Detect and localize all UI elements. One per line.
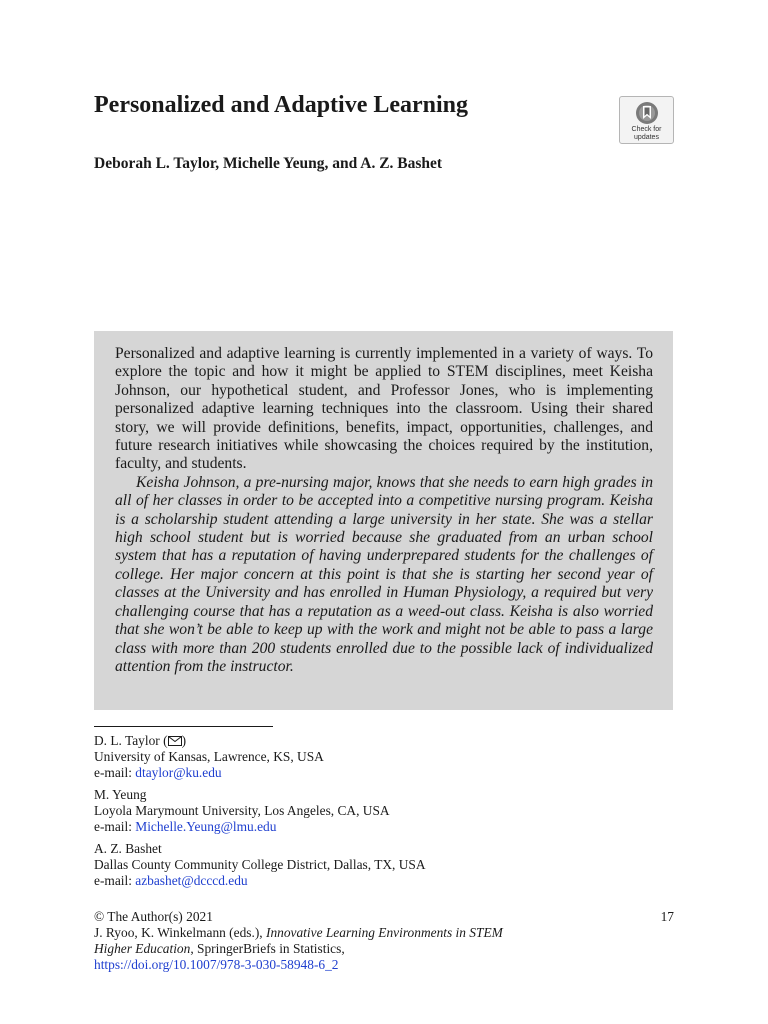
check-for-updates-badge[interactable] (619, 96, 674, 144)
author-email-line: e-mail: Michelle.Yeung@lmu.edu (94, 819, 277, 834)
abstract-box (94, 331, 673, 710)
chapter-footer (94, 909, 674, 973)
page-number: 17 (660, 909, 674, 924)
author-email-line: e-mail: dtaylor@ku.edu (94, 765, 222, 780)
book-citation-line1: J. Ryoo, K. Winkelmann (eds.), Innovative Learning Environments in STEM (94, 925, 503, 940)
author-email-line: e-mail: azbashet@dcccd.edu (94, 873, 248, 888)
bookmark-icon (634, 101, 660, 125)
author-institution: Loyola Marymount University, Los Angeles, CA, USA (94, 803, 390, 818)
author-institution: University of Kansas, Lawrence, KS, USA (94, 749, 324, 764)
affiliation-bashet (94, 841, 426, 889)
author-name: M. Yeung (94, 787, 147, 802)
email-link[interactable]: dtaylor@ku.edu (135, 765, 222, 780)
abstract-intro: Personalized and adaptive learning is currently implemented in a variety of ways. To explore the topic and how it might be applied to STEM disciplines, meet Keisha Johnson, our hypothetical student, and Professor Jones, who is implementing personalized adaptive learning techniques into the classroom. Using their shared story, we will provide definitions, benefits, impact, opportunities, challenges, and future research initiatives while showcasing the choices required by the institution, faculty, and students. (115, 345, 653, 473)
email-link[interactable]: Michelle.Yeung@lmu.edu (135, 819, 277, 834)
badge-label-line2: updates (634, 134, 659, 141)
affiliation-yeung (94, 787, 390, 835)
chapter-title: Personalized and Adaptive Learning (94, 92, 469, 118)
author-institution: Dallas County Community College District, Dallas, TX, USA (94, 857, 426, 872)
affiliation-taylor (94, 733, 324, 781)
book-citation-line2: Higher Education, SpringerBriefs in Statistics, (94, 941, 345, 956)
email-link[interactable]: azbashet@dcccd.edu (135, 873, 248, 888)
abstract-story: Keisha Johnson, a pre-nursing major, knows that she needs to earn high grades in all of her classes in order to be accepted into a competitive nursing program. Keisha is a scholarship student attending a large university in her state. She was a stellar high school student but is worried because she graduated from an urban school system that has a reputation of having underprepared students for the challenges of college. Her major concern at this point is that she is starting her second year of classes at the University and has enrolled in Human Physiology, a required but very challenging course that has a reputation as a weed-out class. Keisha is also worried that she won’t be able to keep up with the work and might not be able to pass a large class with more than 200 students enrolled due to the possible lack of individualized attention from the instructor. (115, 473, 653, 675)
author-list: Deborah L. Taylor, Michelle Yeung, and A. Z. Bashet (94, 155, 443, 172)
author-name: D. L. Taylor ( ) (94, 733, 187, 748)
author-name: A. Z. Bashet (94, 841, 162, 856)
footnote-rule (94, 726, 273, 727)
doi-link[interactable]: https://doi.org/10.1007/978-3-030-58948-6_2 (94, 957, 339, 972)
doi-line (94, 957, 674, 973)
copyright: © The Author(s) 2021 (94, 909, 213, 924)
badge-label-line1: Check for (631, 126, 662, 133)
mail-icon[interactable] (168, 736, 182, 746)
